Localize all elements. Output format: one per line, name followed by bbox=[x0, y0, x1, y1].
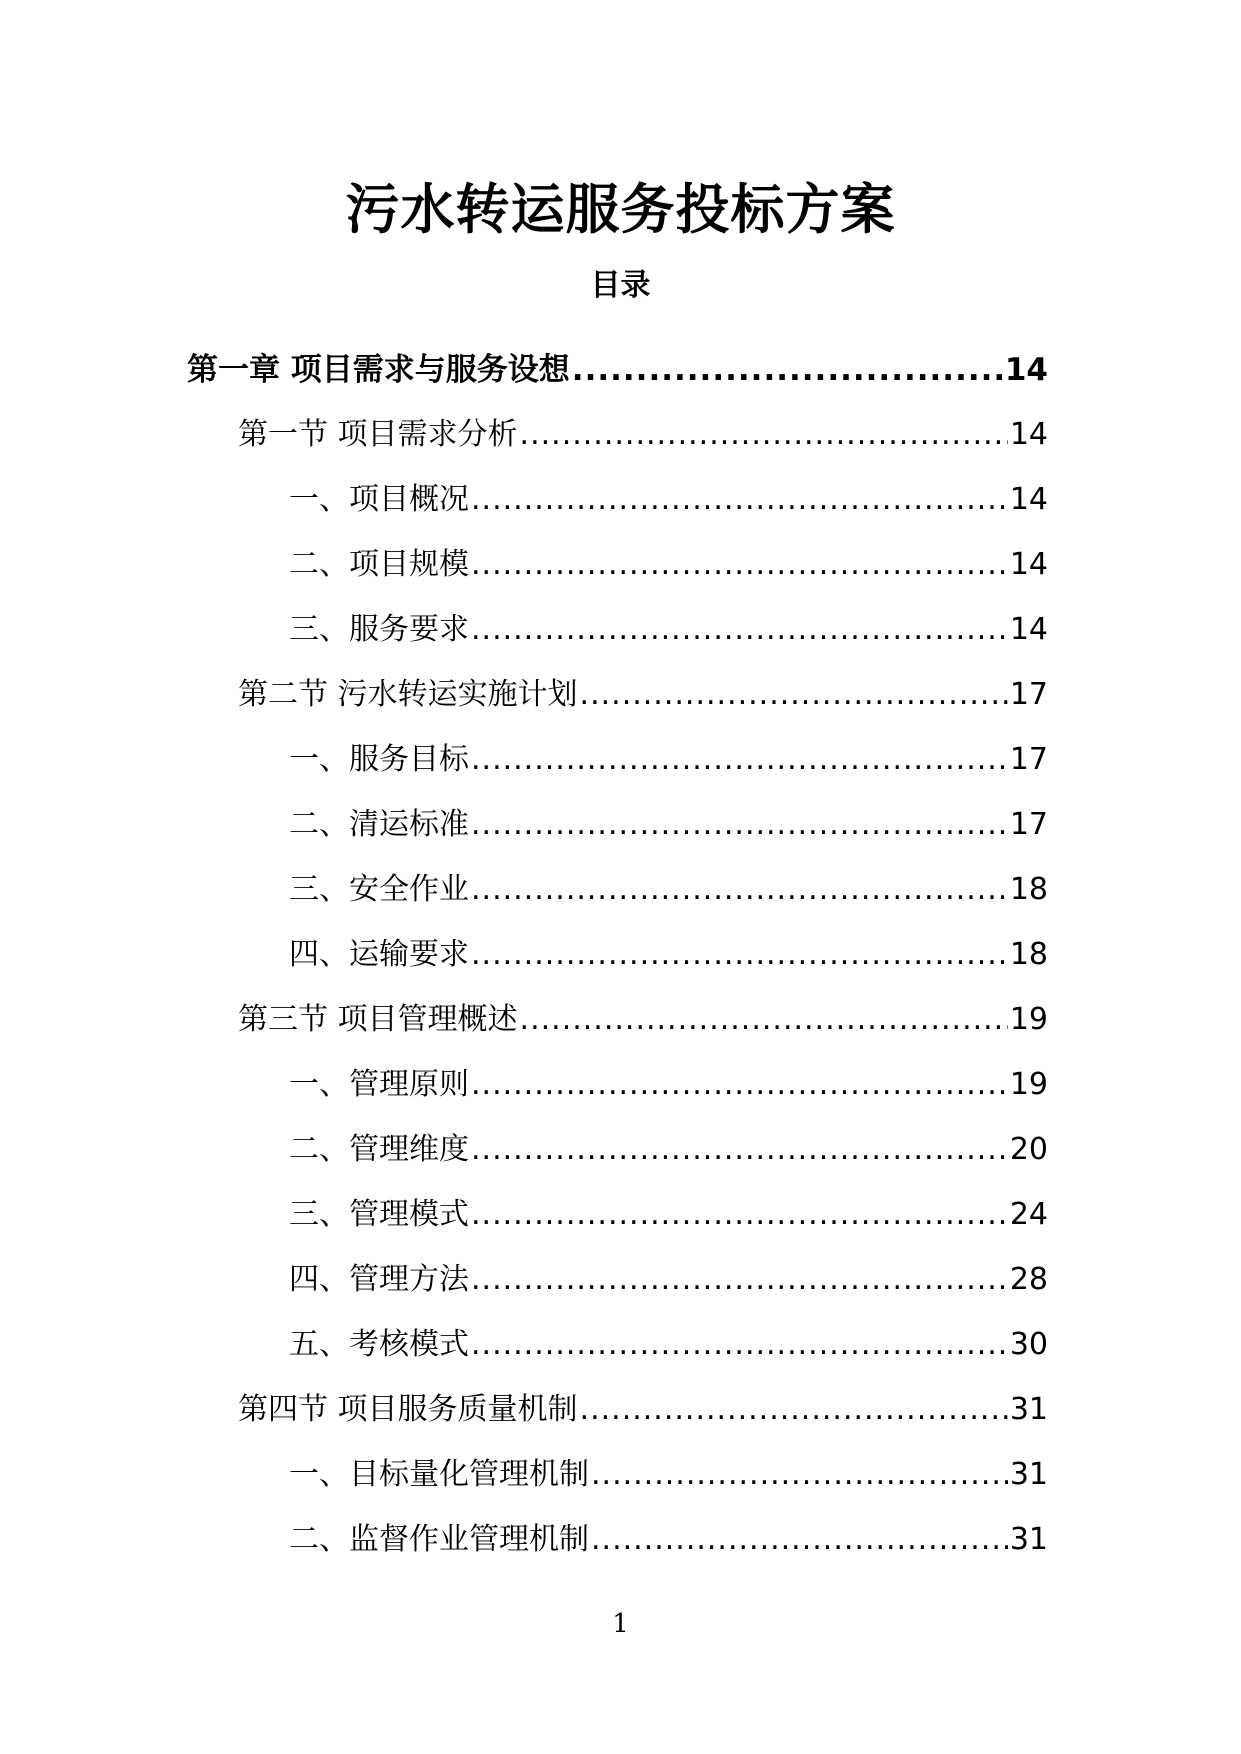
toc-entry-title: 二、管理维度 bbox=[289, 1132, 469, 1167]
toc-dot-leader bbox=[471, 478, 1008, 522]
toc-entry[interactable] bbox=[0, 587, 1241, 652]
toc-heading: 目录 bbox=[590, 268, 651, 303]
toc-dot-leader bbox=[471, 933, 1008, 977]
toc-entry-title: 四、运输要求 bbox=[289, 937, 469, 972]
toc-entry[interactable] bbox=[0, 782, 1241, 847]
toc-entry-title: 二、清运标准 bbox=[289, 807, 469, 842]
toc-entry-title: 第四节 项目服务质量机制 bbox=[238, 1392, 578, 1427]
toc-entry[interactable] bbox=[0, 1367, 1241, 1432]
toc-entry-page: 20 bbox=[1009, 1132, 1048, 1167]
toc-entry-title: 第一节 项目需求分析 bbox=[238, 417, 518, 452]
toc-entry-title: 三、服务要求 bbox=[289, 612, 469, 647]
toc-entry-page: 31 bbox=[1009, 1392, 1048, 1427]
toc-dot-leader bbox=[591, 1453, 1008, 1497]
toc-entry-title: 第二节 污水转运实施计划 bbox=[238, 677, 578, 712]
toc-entry-title: 一、目标量化管理机制 bbox=[289, 1457, 589, 1492]
toc-dot-leader bbox=[471, 1063, 1008, 1107]
toc-entry[interactable] bbox=[0, 912, 1241, 977]
toc-dot-leader bbox=[520, 413, 1008, 457]
document-title: 污水转运服务投标方案 bbox=[345, 178, 896, 241]
toc-entry[interactable] bbox=[0, 652, 1241, 717]
toc-entry[interactable] bbox=[0, 327, 1241, 392]
toc-entry-page: 17 bbox=[1009, 742, 1048, 777]
toc-entry-page: 18 bbox=[1009, 872, 1048, 907]
toc-entry[interactable] bbox=[0, 1237, 1241, 1302]
toc-entry-title: 五、考核模式 bbox=[289, 1327, 469, 1362]
toc-entry[interactable] bbox=[0, 1302, 1241, 1367]
toc-dot-leader bbox=[471, 543, 1008, 587]
toc-entry-title: 第一章 项目需求与服务设想 bbox=[187, 352, 570, 388]
toc-entry-page: 14 bbox=[1009, 417, 1048, 452]
toc-entry-title: 三、管理模式 bbox=[289, 1197, 469, 1232]
toc-entry[interactable] bbox=[0, 1432, 1241, 1497]
toc-entry-page: 18 bbox=[1009, 937, 1048, 972]
toc-entry[interactable] bbox=[0, 847, 1241, 912]
toc-entry-title: 一、管理原则 bbox=[289, 1067, 469, 1102]
toc-entry[interactable] bbox=[0, 977, 1241, 1042]
toc-entry[interactable] bbox=[0, 1497, 1241, 1562]
toc-entry[interactable] bbox=[0, 392, 1241, 457]
table-of-contents bbox=[0, 327, 1241, 1562]
toc-entry[interactable] bbox=[0, 522, 1241, 587]
toc-dot-leader bbox=[520, 998, 1008, 1042]
toc-entry[interactable] bbox=[0, 1172, 1241, 1237]
toc-entry-title: 二、项目规模 bbox=[289, 547, 469, 582]
toc-entry-page: 14 bbox=[1009, 547, 1048, 582]
toc-dot-leader bbox=[471, 1323, 1008, 1367]
toc-entry-page: 30 bbox=[1009, 1327, 1048, 1362]
toc-dot-leader bbox=[471, 1128, 1008, 1172]
toc-dot-leader bbox=[471, 1193, 1008, 1237]
toc-entry-page: 19 bbox=[1009, 1002, 1048, 1037]
toc-entry-page: 14 bbox=[1009, 482, 1048, 517]
toc-entry-page: 17 bbox=[1009, 677, 1048, 712]
toc-entry-page: 31 bbox=[1009, 1457, 1048, 1492]
toc-entry-title: 第三节 项目管理概述 bbox=[238, 1002, 518, 1037]
toc-entry[interactable] bbox=[0, 1042, 1241, 1107]
toc-dot-leader bbox=[591, 1518, 1008, 1562]
page-number: 1 bbox=[612, 1609, 629, 1639]
toc-dot-leader bbox=[580, 673, 1008, 717]
toc-entry-page: 19 bbox=[1009, 1067, 1048, 1102]
toc-entry[interactable] bbox=[0, 457, 1241, 522]
toc-dot-leader bbox=[471, 608, 1008, 652]
toc-entry-title: 四、管理方法 bbox=[289, 1262, 469, 1297]
toc-dot-leader bbox=[471, 1258, 1008, 1302]
toc-entry-page: 24 bbox=[1009, 1197, 1048, 1232]
toc-entry-page: 14 bbox=[1009, 612, 1048, 647]
toc-entry[interactable] bbox=[0, 1107, 1241, 1172]
toc-dot-leader bbox=[471, 868, 1008, 912]
toc-entry-title: 一、项目概况 bbox=[289, 482, 469, 517]
toc-entry-title: 一、服务目标 bbox=[289, 742, 469, 777]
toc-entry-page: 17 bbox=[1009, 807, 1048, 842]
toc-entry-page: 31 bbox=[1009, 1522, 1048, 1557]
toc-entry-title: 二、监督作业管理机制 bbox=[289, 1522, 589, 1557]
toc-entry-title: 三、安全作业 bbox=[289, 872, 469, 907]
toc-entry-page: 14 bbox=[1004, 352, 1048, 388]
toc-dot-leader bbox=[572, 348, 1003, 392]
toc-entry[interactable] bbox=[0, 717, 1241, 782]
toc-dot-leader bbox=[471, 738, 1008, 782]
toc-dot-leader bbox=[580, 1388, 1008, 1432]
toc-entry-page: 28 bbox=[1009, 1262, 1048, 1297]
toc-dot-leader bbox=[471, 803, 1008, 847]
